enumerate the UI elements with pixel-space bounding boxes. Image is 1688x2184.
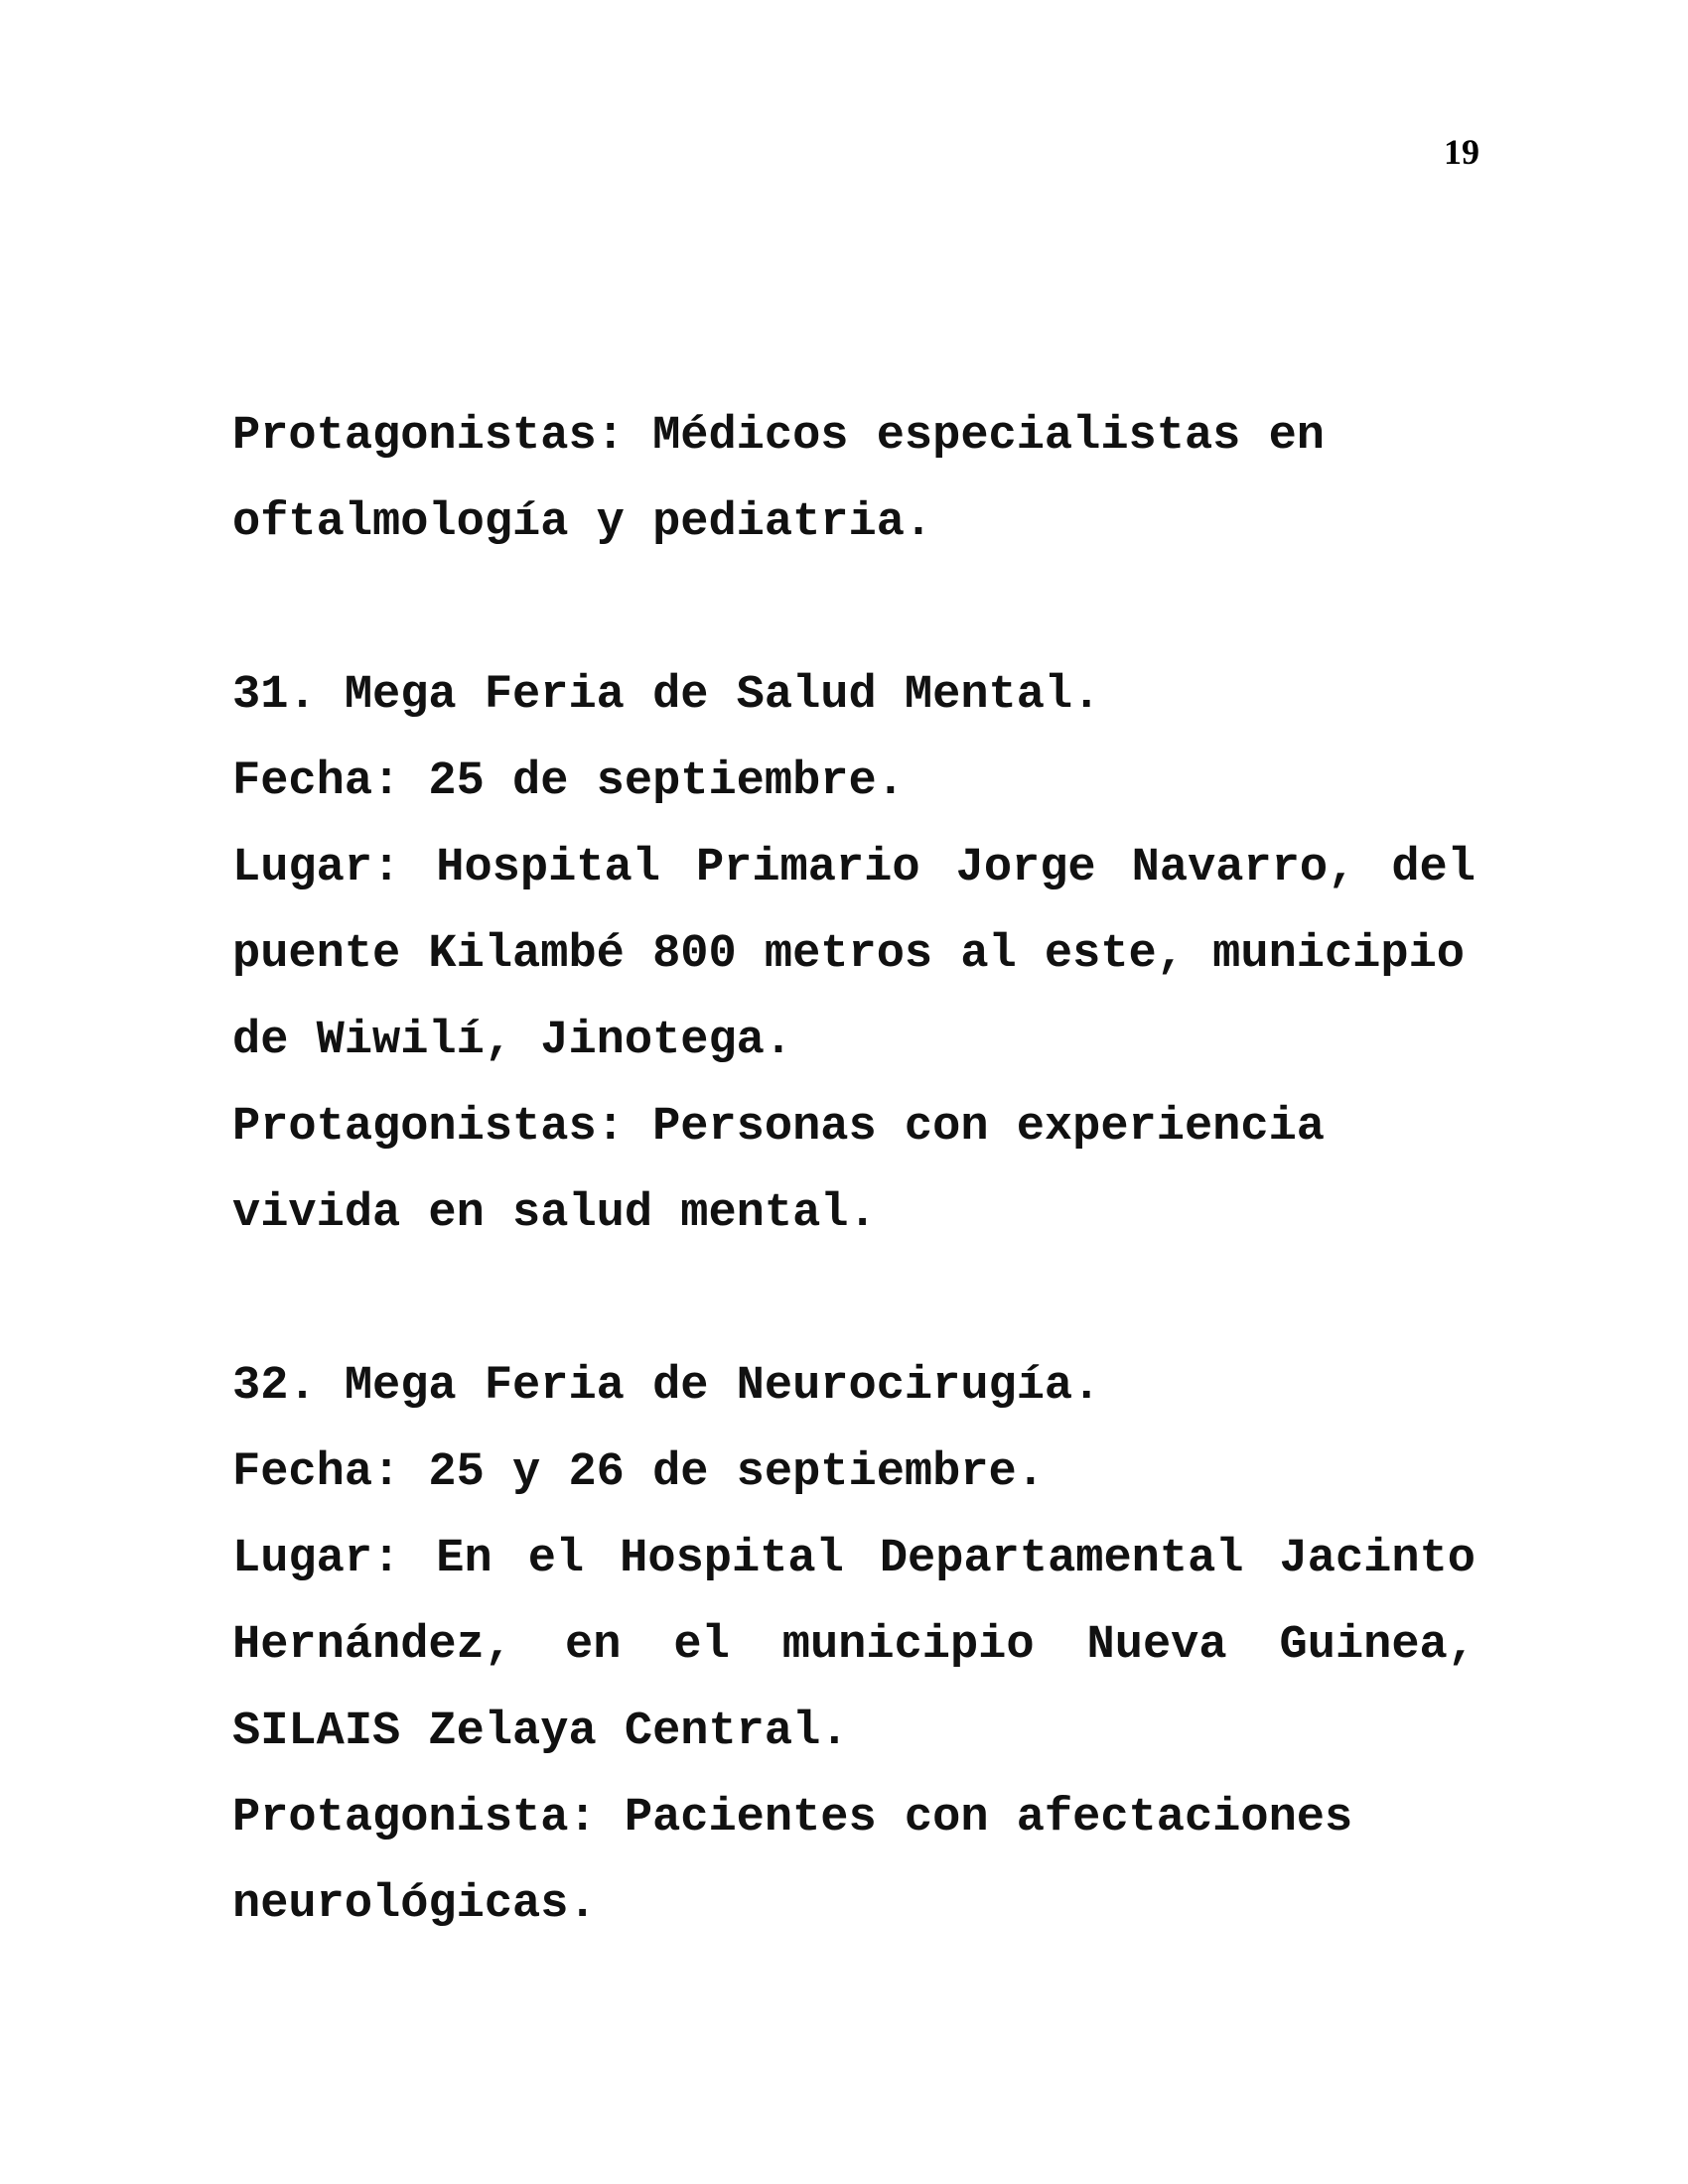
item-31-lugar-line-3: de Wiwilí, Jinotega. [232, 1015, 793, 1067]
item-32-lugar-line-1 [232, 1516, 1476, 1602]
word: el [527, 1533, 585, 1585]
word: Guinea, [1279, 1619, 1476, 1672]
item-32-protagonista-line-2: neurológicas. [232, 1878, 597, 1931]
word: en [565, 1619, 622, 1672]
page-number: 19 [1444, 132, 1479, 172]
item-32-lugar-line-2 [232, 1602, 1476, 1689]
item-31-title: 31. Mega Feria de Salud Mental. [232, 669, 1101, 722]
item-31-protagonistas-line-2: vivida en salud mental. [232, 1187, 877, 1240]
word: Nueva [1086, 1619, 1227, 1672]
word: el [673, 1619, 730, 1672]
item-32-title: 32. Mega Feria de Neurocirugía. [232, 1360, 1101, 1413]
spacer [232, 566, 1476, 652]
word: Lugar: [232, 842, 401, 894]
word: En [436, 1533, 492, 1585]
item-31-lugar-line-2: puente Kilambé 800 metros al este, municipio [232, 928, 1466, 981]
item-32-lugar-line-3: SILAIS Zelaya Central. [232, 1706, 849, 1758]
word: Hernández, [232, 1619, 513, 1672]
word: Lugar: [232, 1533, 401, 1585]
word: Navarro, [1131, 842, 1356, 894]
item-31-protagonistas-line-1: Protagonistas: Personas con experiencia [232, 1101, 1325, 1154]
word: del [1391, 842, 1476, 894]
word: Hospital [436, 842, 660, 894]
word: Jorge [955, 842, 1096, 894]
item-32-protagonista-line-1: Protagonista: Pacientes con afectaciones [232, 1792, 1353, 1844]
item-32-fecha: Fecha: 25 y 26 de septiembre. [232, 1446, 1045, 1499]
intro-line-1: Protagonistas: Médicos especialistas en [232, 410, 1325, 463]
spacer [232, 1257, 1476, 1343]
word: Hospital [620, 1533, 844, 1585]
document-body [232, 393, 1476, 1948]
intro-line-2: oftalmología y pediatria. [232, 496, 933, 549]
item-31-lugar-line-1 [232, 825, 1476, 911]
item-31-fecha: Fecha: 25 de septiembre. [232, 755, 905, 808]
word: Departamental [879, 1533, 1244, 1585]
word: municipio [781, 1619, 1035, 1672]
word: Primario [695, 842, 920, 894]
word: Jacinto [1279, 1533, 1476, 1585]
